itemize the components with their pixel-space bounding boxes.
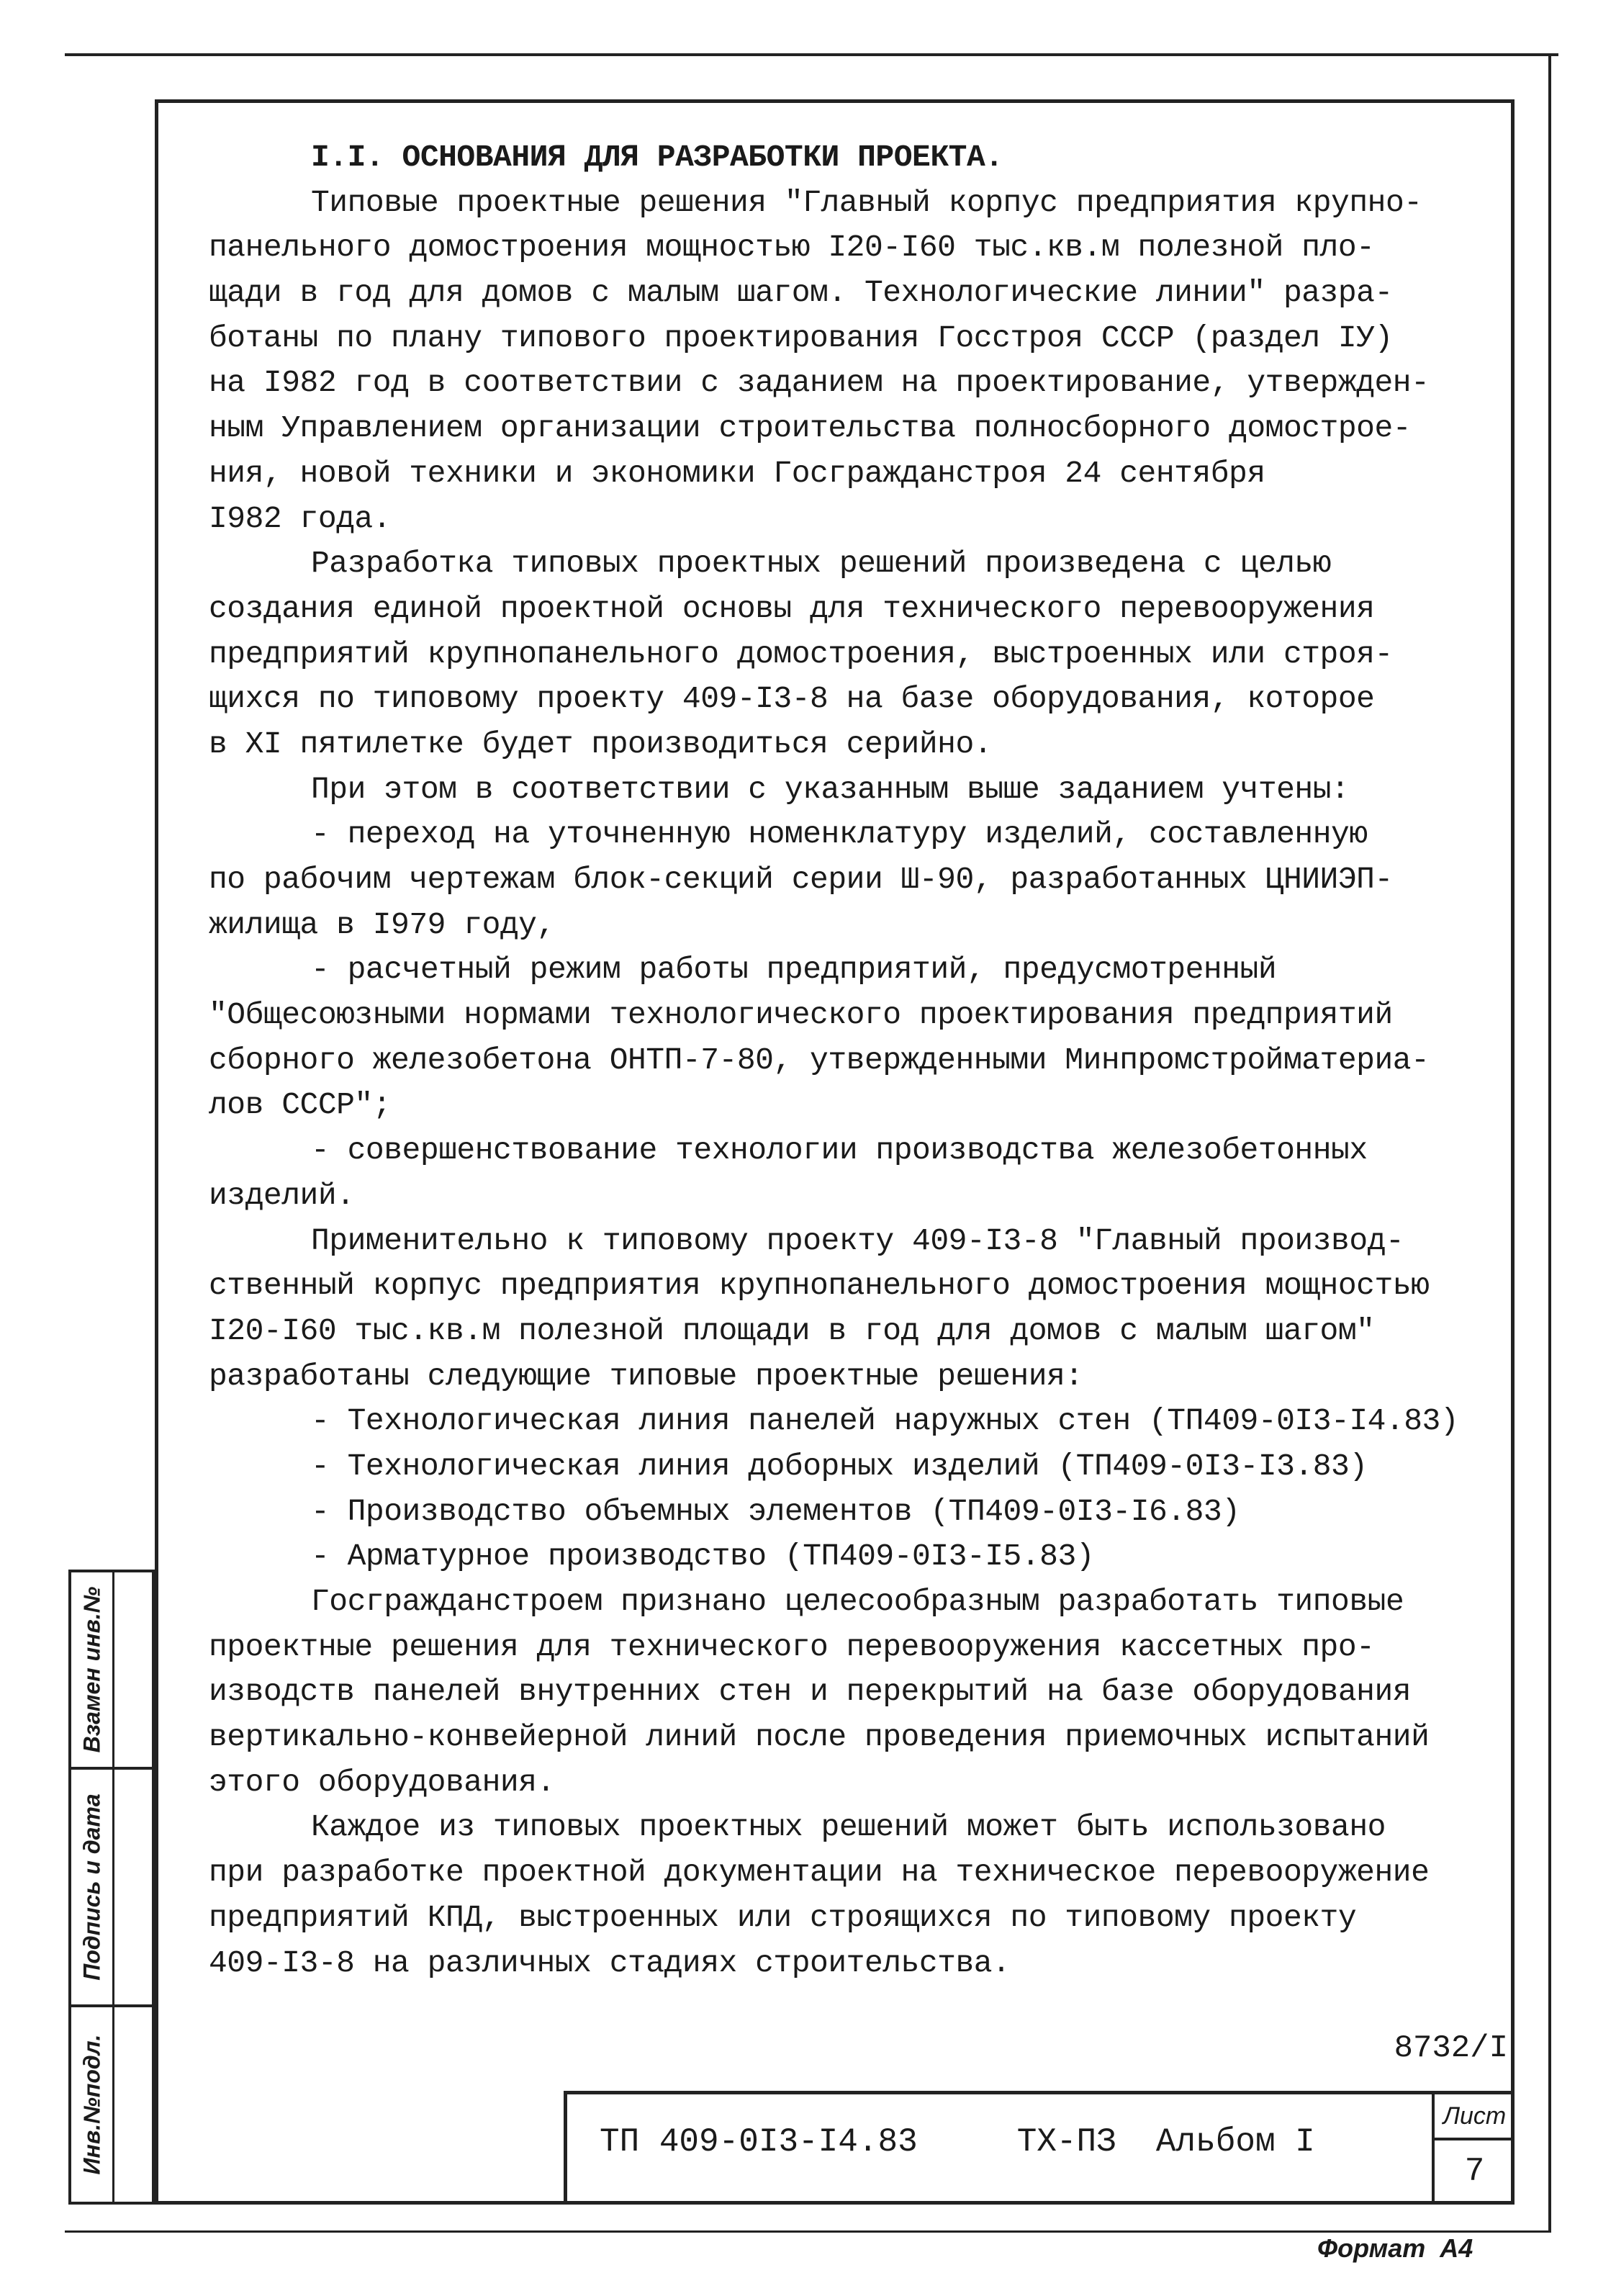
right-border-line [1548,53,1551,2231]
text-line: Разработка типовых проектных решений произведена с целью [311,546,1332,582]
text-line: - переход на уточненную номенклатуру изделий, составленную [311,816,1368,852]
text-line: - совершенствование технологии производства железобетонных [311,1133,1368,1169]
text-line: 409-I3-8 на различных стадиях строительства. [209,1945,1011,1981]
text-line: сборного железобетона ОНТП-7-80, утвержденными Минпромстройматериа- [209,1042,1430,1078]
top-border-line [65,53,1558,56]
text-line: ственный корпус предприятия крупнопанельного домостроения мощностью [209,1268,1430,1304]
text-line: предприятий крупнопанельного домостроения, выстроенных или строя- [209,636,1393,672]
text-line: ботаны по плану типового проектирования Госстроя СССР (раздел IУ) [209,320,1393,356]
text-line: этого оборудования. [209,1764,555,1800]
sheet-box [1432,2094,1515,2205]
text-line: - Арматурное производство (ТП409-0I3-I5.83) [311,1539,1095,1575]
text-line: создания единой проектной основы для технического перевооружения [209,590,1375,626]
format-label: Формат А4 [1317,2233,1473,2263]
sheet-code: 8732/I [1394,2030,1508,2066]
text-line: При этом в соответствии с указанным выше заданием учтены: [311,771,1350,807]
stamp-label-inventory: Инв.№подл. [78,2034,104,2175]
text-line: предприятий КПД, выстроенных или строящихся по типовому проекту [209,1899,1357,1935]
text-line: ным Управлением организации строительства полносборного домострое- [209,410,1412,446]
text-line: в XI пятилетке будет производиться серийно. [209,726,993,762]
sheet-number: 7 [1464,2153,1485,2190]
stamp-label-signature: Подпись и дата [78,1793,104,1981]
text-line: Госгражданстроем признано целесообразным разработать типовые [311,1584,1404,1619]
stamp-cell-signature [71,1767,152,2004]
text-line: при разработке проектной документации на техническое перевооружение [209,1855,1430,1891]
title-block-code: ТП 409-0I3-I4.83 ТХ-ПЗ Альбом I [600,2123,1315,2161]
text-line: изводств панелей внутренних стен и перекрытий на базе оборудования [209,1674,1412,1710]
stamp-label-replacement: Взамен инв.№ [78,1586,104,1753]
document-body [209,135,1504,1986]
text-line: "Общесоюзными нормами технологического проектирования предприятий [209,997,1393,1033]
sheet-label: Лист [1435,2094,1515,2140]
text-line: Типовые проектные решения "Главный корпус предприятия крупно- [311,184,1422,220]
text-line: по рабочим чертежам блок-секций серии Ш-90, разработанных ЦНИИЭП- [209,862,1393,897]
text-line: - Технологическая линия панелей наружных стен (ТП409-0I3-I4.83) [311,1403,1459,1439]
text-line: - расчетный режим работы предприятий, предусмотренный [311,952,1277,988]
text-line: проектные решения для технического перевооружения кассетных про- [209,1629,1375,1665]
text-line: жилища в I979 году, [209,906,555,942]
section-heading: I.I. ОСНОВАНИЯ ДЛЯ РАЗРАБОТКИ ПРОЕКТА. [311,140,1003,175]
stamp-cell-inventory [71,2004,152,2202]
text-line: на I982 год в соответствии с заданием на проектирование, утвержден- [209,365,1430,401]
text-line: - Производство объемных элементов (ТП409-0I3-I6.83) [311,1493,1240,1529]
text-line: Применительно к типовому проекту 409-I3-8 "Главный производ- [311,1223,1404,1259]
text-line: - Технологическая линия доборных изделий (ТП409-0I3-I3.83) [311,1448,1368,1484]
text-line: I982 года. [209,500,392,536]
text-line: ния, новой техники и экономики Госгражданстроя 24 сентября [209,455,1265,491]
text-line: изделий. [209,1177,355,1213]
text-line: вертикально-конвейерной линий после проведения приемочных испытаний [209,1719,1430,1755]
text-line: щихся по типовому проекту 409-I3-8 на базе оборудования, которое [209,681,1375,717]
side-stamp [68,1570,155,2205]
bottom-border-line [65,2230,1551,2233]
title-block [564,2091,1515,2205]
stamp-cell-replacement [71,1572,152,1767]
text-line: Каждое из типовых проектных решений может быть использовано [311,1809,1386,1845]
text-line: I20-I60 тыс.кв.м полезной площади в год для домов с малым шагом" [209,1313,1375,1349]
text-line: щади в год для домов с малым шагом. Технологические линии" разра- [209,275,1393,311]
text-line: лов СССР"; [209,1087,392,1123]
text-line: панельного домостроения мощностью I20-I60 тыс.кв.м полезной пло- [209,230,1375,266]
text-line: разработаны следующие типовые проектные решения: [209,1358,1083,1394]
